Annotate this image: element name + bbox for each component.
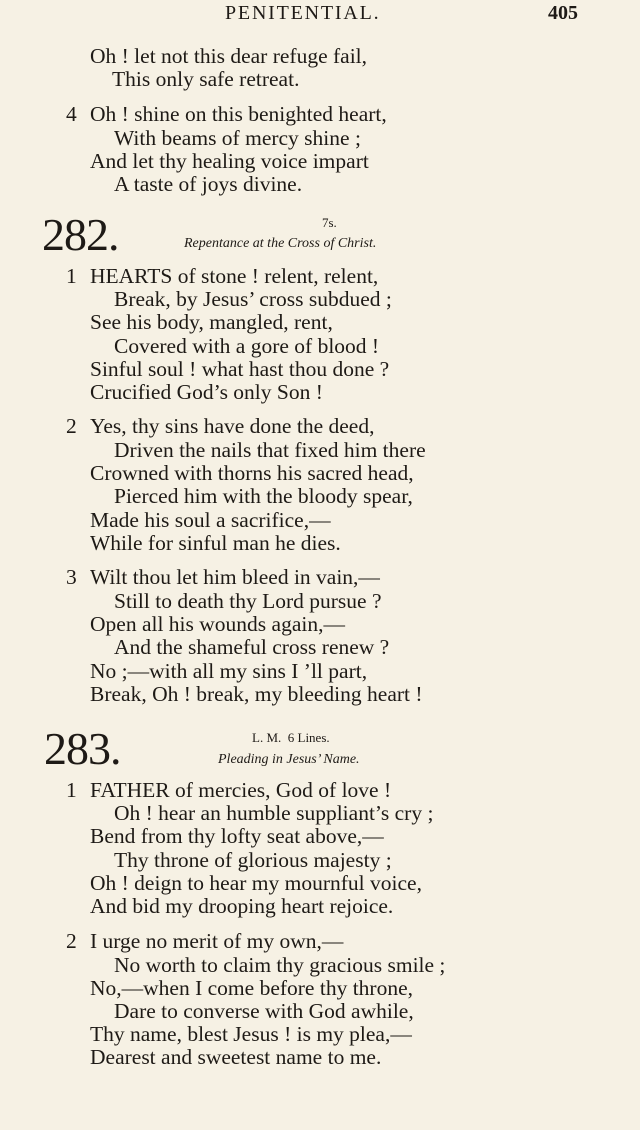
hymn-title: Pleading in Jesus’ Name. [218,752,360,767]
verse-line: No,—when I come before thy throne, [90,976,413,1000]
verse-line: Thy throne of glorious majesty ; [114,848,392,872]
hymn-number: 282. [42,209,119,260]
hymn-number: 283. [44,723,121,774]
stanza-number: 3 [66,565,77,589]
page-number: 405 [548,2,578,24]
verse-line: And bid my drooping heart rejoice. [90,894,394,918]
verse-line: While for sinful man he dies. [90,531,341,555]
verse-line: Oh ! shine on this benighted heart, [90,102,387,126]
verse-line: No worth to claim thy gracious smile ; [114,953,446,977]
verse-line: And let thy healing voice impart [90,149,369,173]
verse-line: Made his soul a sacrifice,— [90,508,331,532]
verse-line: A taste of joys divine. [114,172,303,196]
verse-line: Oh ! hear an humble suppliant’s cry ; [114,801,434,825]
verse-line: Break, Oh ! break, my bleeding heart ! [90,682,423,706]
verse-line: HEARTS of stone ! relent, relent, [90,264,379,288]
running-head [0,2,640,28]
verse-line: This only safe retreat. [112,67,300,91]
verse-line: Driven the nails that fixed him there [114,438,426,462]
verse-line: Pierced him with the bloody spear, [114,484,413,508]
stanza-number: 1 [66,264,77,288]
verse-line: And the shameful cross renew ? [114,635,390,659]
verse-line: Still to death thy Lord pursue ? [114,589,382,613]
stanza-number: 4 [66,102,77,126]
hymn-title: Repentance at the Cross of Christ. [184,236,377,251]
verse-line: Oh ! deign to hear my mournful voice, [90,871,422,895]
stanza-number: 1 [66,778,77,802]
verse-line: Crucified God’s only Son ! [90,380,323,404]
verse-line: Break, by Jesus’ cross subdued ; [114,287,392,311]
hymn-meter: L. M. 6 Lines. [252,730,330,745]
verse-line: I urge no merit of my own,— [90,929,344,953]
verse-line: Thy name, blest Jesus ! is my plea,— [90,1022,412,1046]
hymn-meter: 7s. [322,215,337,230]
verse-line: Open all his wounds again,— [90,612,345,636]
running-head-title: PENITENTIAL. [225,2,381,24]
verse-line: Dearest and sweetest name to me. [90,1045,382,1069]
verse-line: Covered with a gore of blood ! [114,334,380,358]
verse-line: Yes, thy sins have done the deed, [90,414,375,438]
verse-line: FATHER of mercies, God of love ! [90,778,392,802]
verse-line: Dare to converse with God awhile, [114,999,414,1023]
verse-line: Sinful soul ! what hast thou done ? [90,357,390,381]
verse-line: Crowned with thorns his sacred head, [90,461,414,485]
verse-line: Oh ! let not this dear refuge fail, [90,44,368,68]
stanza-number: 2 [66,929,77,953]
verse-line: Wilt thou let him bleed in vain,— [90,565,380,589]
verse-line: Bend from thy lofty seat above,— [90,824,384,848]
stanza-number: 2 [66,414,77,438]
verse-line: With beams of mercy shine ; [114,126,361,150]
verse-line: See his body, mangled, rent, [90,310,333,334]
verse-line: No ;—with all my sins I ’ll part, [90,659,368,683]
